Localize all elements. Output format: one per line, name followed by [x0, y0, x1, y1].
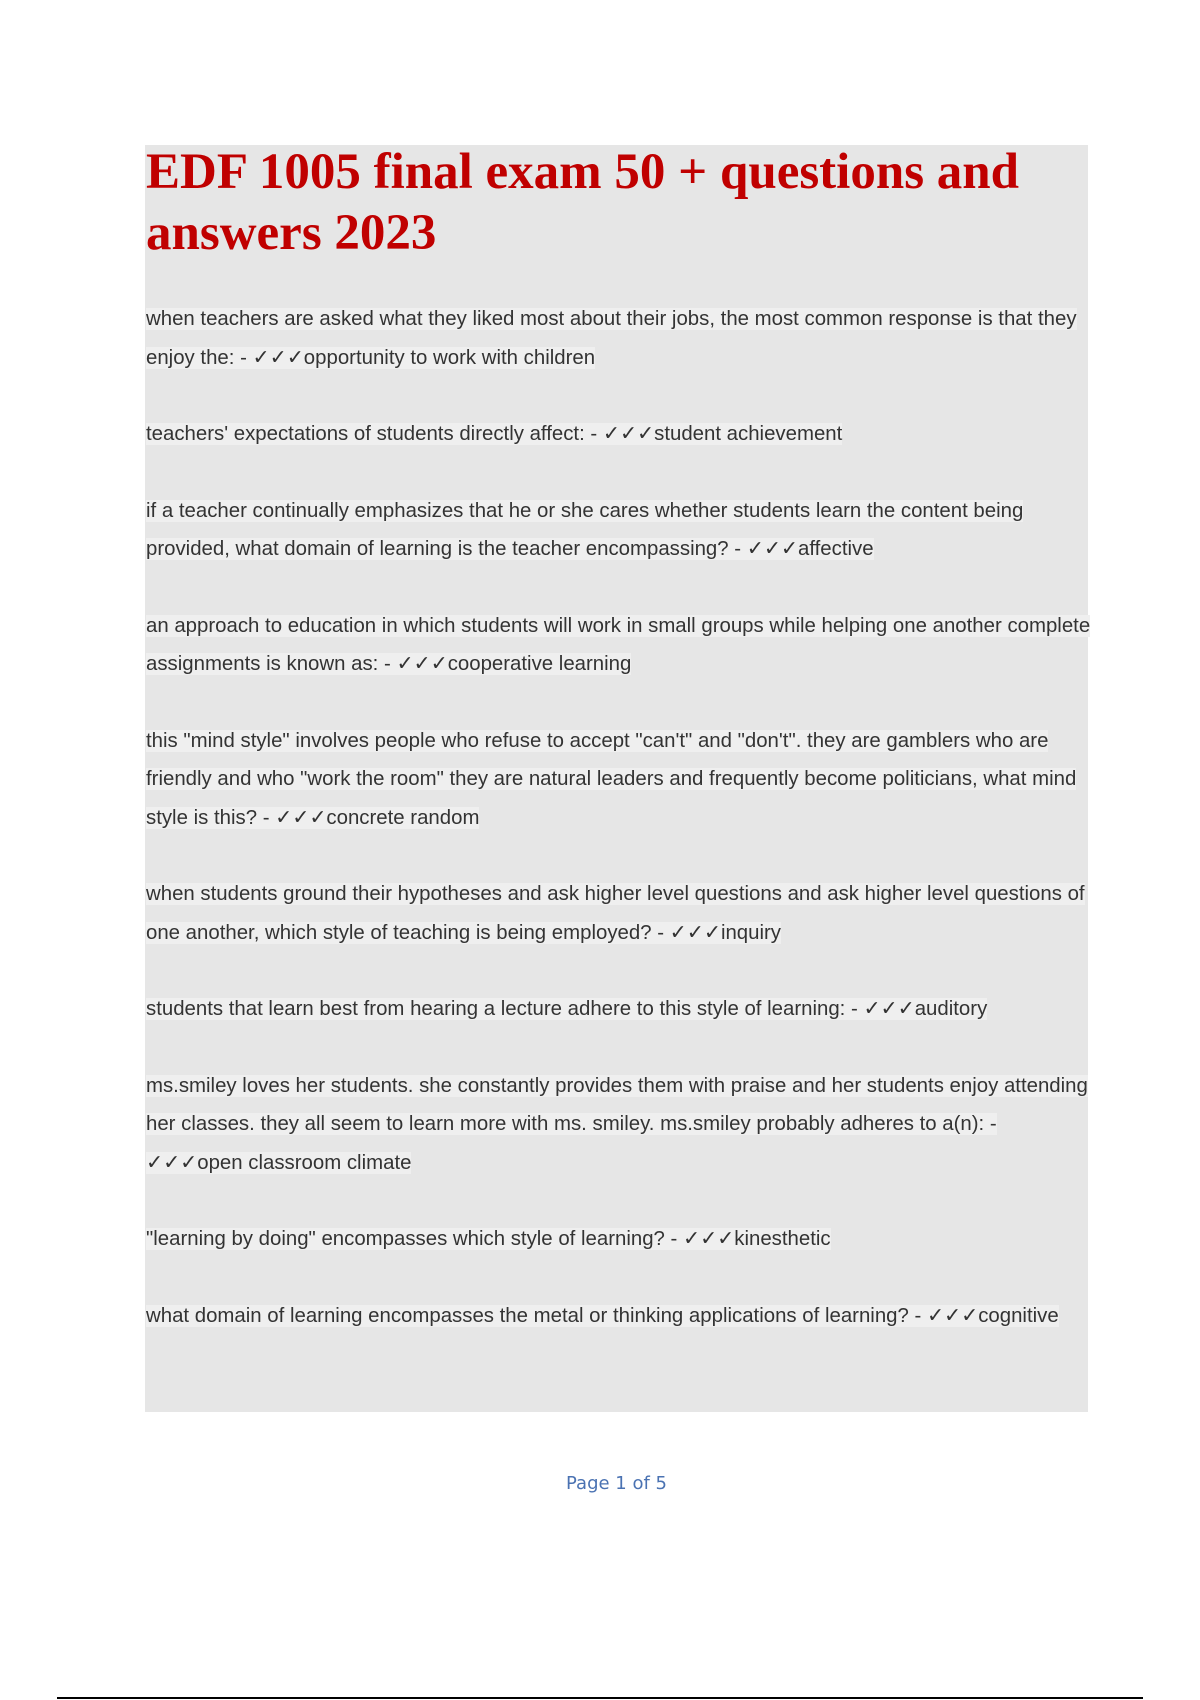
- qa-item: [146, 415, 1091, 454]
- qa-text: if a teacher continually emphasizes that he or she cares whether students learn the content being provided, what domain of learning is the teacher encompassing? - ✓✓✓affective: [146, 499, 1024, 560]
- qa-item: [146, 607, 1091, 684]
- qa-item: [146, 875, 1091, 952]
- page-number: Page 1 of 5: [566, 1473, 667, 1494]
- qa-text: teachers' expectations of students directly affect: - ✓✓✓student achievement: [146, 423, 843, 445]
- qa-text: what domain of learning encompasses the metal or thinking applications of learning? - ✓✓✓cognitive: [146, 1304, 1059, 1327]
- qa-text: this "mind style" involves people who refuse to accept "can't" and "don't". they are gamblers who are friendly and who "work the room" they are natural leaders and frequently become politicians, what mind style is this? - ✓✓✓concrete random: [146, 729, 1077, 829]
- qa-text: students that learn best from hearing a lecture adhere to this style of learning: - ✓✓✓auditory: [146, 998, 988, 1020]
- document-title: EDF 1005 final exam 50 + questions and answers 2023: [146, 144, 1020, 261]
- qa-item: [146, 722, 1091, 838]
- qa-text: an approach to education in which students will work in small groups while helping one another complete assignments is known as: - ✓✓✓cooperative learning: [146, 614, 1091, 675]
- qa-text: "learning by doing" encompasses which style of learning? - ✓✓✓kinesthetic: [146, 1228, 831, 1250]
- qa-item: [146, 1220, 1091, 1259]
- qa-text: ms.smiley loves her students. she constantly provides them with praise and her students enjoy attending her classes. they all seem to learn more with ms. smiley. ms.smiley probably adheres to a(n): - ✓✓✓open classroom climate: [146, 1074, 1088, 1174]
- qa-item: [146, 1297, 1091, 1336]
- question-list: [146, 300, 1091, 1373]
- qa-item: [146, 300, 1091, 377]
- qa-item: [146, 1067, 1091, 1183]
- qa-text: when teachers are asked what they liked most about their jobs, the most common response is that they enjoy the: - ✓✓✓opportunity to work with children: [146, 308, 1077, 369]
- qa-text: when students ground their hypotheses and ask higher level questions and ask higher level questions of one another, which style of teaching is being employed? - ✓✓✓inquiry: [146, 883, 1085, 944]
- qa-item: [146, 990, 1091, 1029]
- qa-item: [146, 492, 1091, 569]
- footer-divider: [57, 1697, 1143, 1699]
